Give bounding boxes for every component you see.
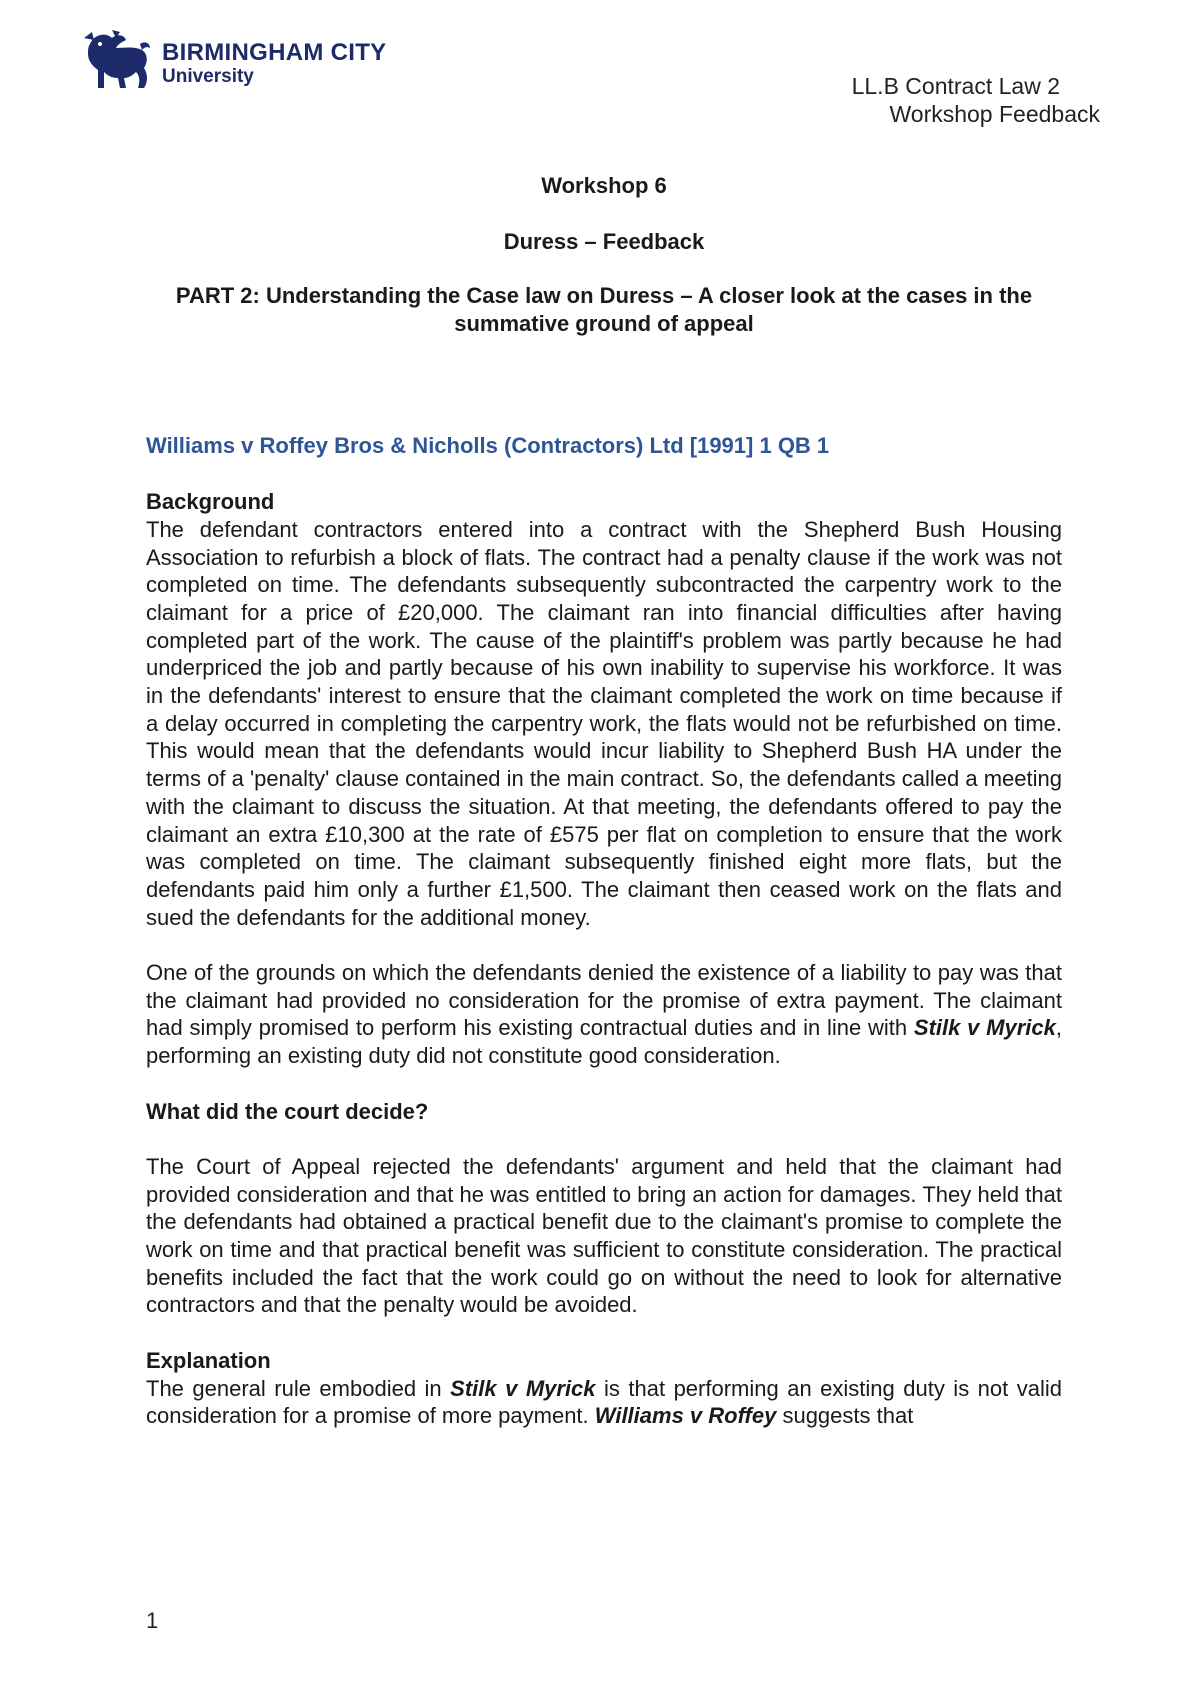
logo-line-university-name: BIRMINGHAM CITY bbox=[162, 39, 387, 66]
header-course-title: LL.B Contract Law 2 bbox=[851, 73, 1060, 99]
background-paragraph-2-text-b: , performing an existing duty did not constitute good consideration. bbox=[146, 1015, 1062, 1069]
university-logo bbox=[82, 30, 402, 100]
background-paragraph-2-text-a: One of the grounds on which the defendants denied the existence of a liability to pay was that the claimant had provided no consideration for the promise of extra payment. The claimant had simply promised to perform his existing contractual duties and in line with bbox=[146, 960, 1062, 1041]
explanation-text-c: suggests that bbox=[776, 1403, 914, 1429]
logo-line-university: University bbox=[162, 66, 254, 87]
explanation-text-a: The general rule embodied in bbox=[146, 1375, 451, 1401]
document-body bbox=[146, 172, 1062, 1430]
decision-heading: What did the court decide? bbox=[146, 1098, 429, 1124]
case-reference-stilk-2: Stilk v Myrick bbox=[450, 1375, 596, 1401]
background-heading: Background bbox=[146, 489, 275, 515]
page-number: 1 bbox=[146, 1608, 159, 1633]
explanation-paragraph bbox=[146, 1375, 1062, 1430]
lion-crest-icon bbox=[82, 30, 152, 94]
case-title: Williams v Roffey Bros & Nicholls (Contractors) Ltd [1991] 1 QB 1 bbox=[146, 433, 830, 459]
running-header bbox=[852, 72, 1100, 128]
explanation-text-b: is that performing an existing duty is not valid consideration for a promise of more payment. bbox=[146, 1375, 1062, 1429]
background-paragraph-1: The defendant contractors entered into a contract with the Shepherd Bush Housing Association to refurbish a block of flats. The contract had a penalty clause if the work was not completed on time. The defendants subsequently subcontracted the carpentry work to the claimant for a price of £20,000. The claimant ran into financial difficulties after having completed part of the work. The cause of the plaintiff's problem was partly because he had underpriced the job and partly because of his own inability to supervise his workforce. It was in the defendants' interest to ensure that the claimant completed the work on time because if a delay occurred in completing the carpentry work, the flats would not be refurbished on time. This would mean that the defendants would incur liability to Shepherd Bush HA under the terms of a 'penalty' clause contained in the main contract. So, the defendants called a meeting with the claimant to discuss the situation. At that meeting, the defendants offered to pay the claimant an extra £10,300 at the rate of £575 per flat on completion to ensure that the work was completed on time. The claimant subsequently finished eight more flats, but the defendants paid him only a further £1,500. The claimant then ceased work on the flats and sued the defendants for the additional money. bbox=[146, 516, 1062, 930]
duress-title: Duress – Feedback bbox=[503, 228, 705, 254]
decision-paragraph: The Court of Appeal rejected the defendants' argument and held that the claimant had provided consideration and that he was entitled to bring an action for damages. They held that the defendants had obtained a practical benefit due to the claimant's promise to complete the work on time and that practical benefit was sufficient to constitute consideration. The practical benefits included the fact that the work could go on without the need to look for alternative contractors and that the penalty would be avoided. bbox=[146, 1153, 1062, 1318]
part-title: PART 2: Understanding the Case law on Duress – A closer look at the cases in the summative ground of appeal bbox=[175, 283, 1033, 337]
explanation-heading: Explanation bbox=[146, 1347, 271, 1373]
case-reference-stilk: Stilk v Myrick bbox=[913, 1015, 1056, 1041]
workshop-title: Workshop 6 bbox=[541, 173, 667, 198]
logo-wordmark bbox=[162, 40, 386, 88]
background-paragraph-2 bbox=[146, 959, 1062, 1070]
case-reference-williams: Williams v Roffey bbox=[594, 1403, 777, 1429]
header-document-type: Workshop Feedback bbox=[889, 101, 1100, 127]
